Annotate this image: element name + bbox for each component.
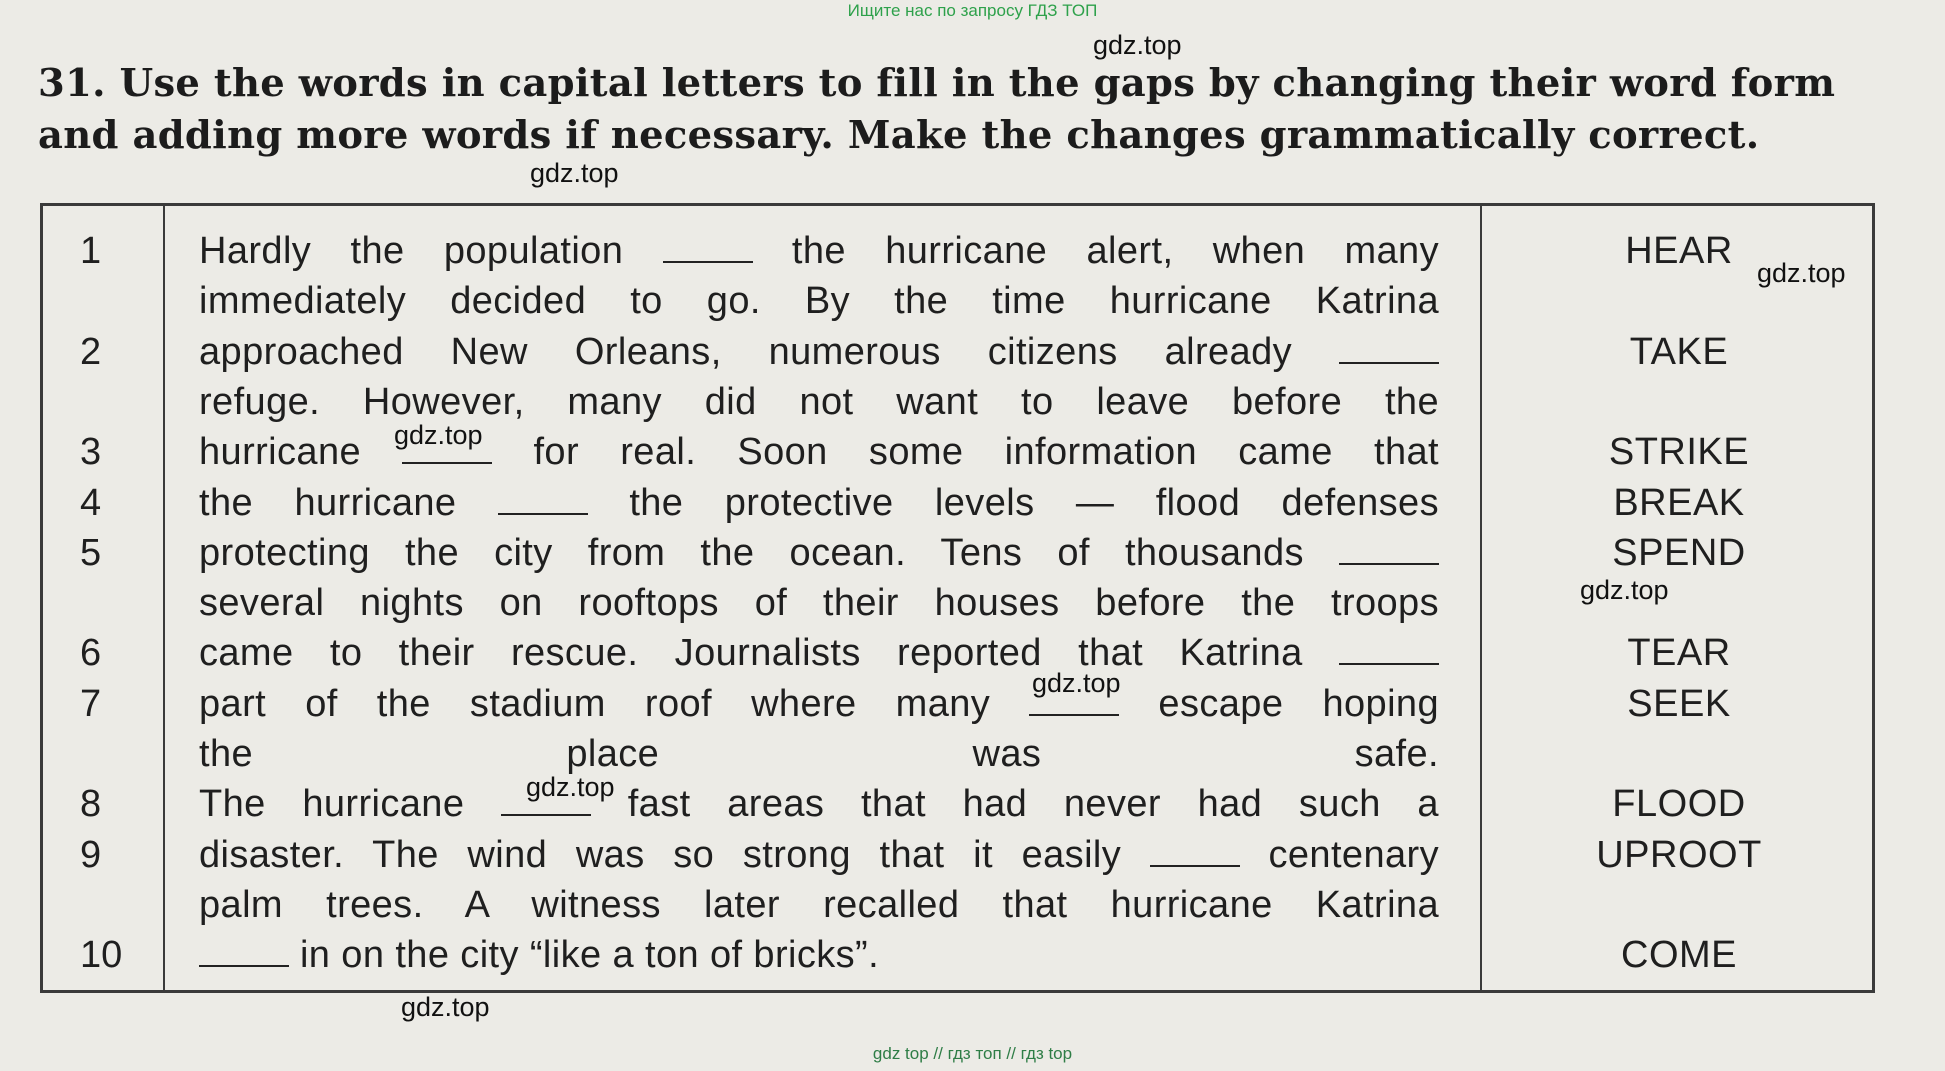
sentence-line bbox=[199, 427, 1439, 477]
table-row bbox=[43, 377, 1872, 427]
capital-word: TAKE bbox=[1629, 330, 1729, 373]
answer-gap bbox=[1339, 533, 1439, 565]
sentence-line bbox=[199, 729, 1439, 779]
sentence-line bbox=[199, 830, 1439, 880]
item-number: 8 bbox=[80, 783, 102, 826]
text-after-gap: fast areas that had never had such a bbox=[627, 783, 1439, 826]
text-before-gap: protecting the city from the ocean. Tens of thousands bbox=[199, 531, 1304, 574]
sentence-line bbox=[199, 779, 1439, 829]
table-row bbox=[43, 679, 1872, 729]
header-note: Ищите нас по запросу ГДЗ ТОП bbox=[847, 1, 1098, 20]
capital-word: STRIKE bbox=[1608, 431, 1750, 474]
text-after-gap: the protective levels — flood defenses bbox=[629, 481, 1439, 524]
answer-gap bbox=[1339, 633, 1439, 665]
task-line-2: and adding more words if necessary. Make the changes grammatically correct. bbox=[38, 113, 1760, 158]
capital-word: HEAR bbox=[1625, 230, 1733, 272]
capital-word: FLOOD bbox=[1612, 783, 1746, 826]
capital-word: TEAR bbox=[1627, 632, 1731, 675]
text-before-gap: several nights on rooftops of their houses before the troops bbox=[199, 582, 1439, 625]
watermark: gdz.top bbox=[530, 158, 619, 188]
sentence-line bbox=[199, 628, 1439, 678]
table-row bbox=[43, 276, 1872, 326]
sentence-line bbox=[199, 930, 1439, 980]
watermark: gdz.top bbox=[1093, 30, 1182, 60]
sentence-line bbox=[199, 377, 1439, 427]
text-before-gap: refuge. However, many did not want to leave before the bbox=[199, 380, 1439, 423]
capital-word: BREAK bbox=[1613, 481, 1745, 524]
item-number: 2 bbox=[80, 330, 102, 373]
table-row bbox=[43, 880, 1872, 930]
answer-gap bbox=[1150, 835, 1240, 867]
sentence-line bbox=[199, 226, 1439, 276]
table-row bbox=[43, 930, 1872, 980]
table-row bbox=[43, 779, 1872, 829]
capital-word: COME bbox=[1621, 934, 1737, 977]
item-number: 10 bbox=[80, 934, 123, 977]
table-row bbox=[43, 528, 1872, 578]
task-line-1: 31. Use the words in capital letters to fill in the gaps by changing their word form bbox=[38, 61, 1836, 106]
table-row bbox=[43, 628, 1872, 678]
text-before-gap: disaster. The wind was so strong that it easily bbox=[199, 833, 1122, 876]
table-row bbox=[43, 478, 1872, 528]
watermark: gdz.top bbox=[1757, 258, 1846, 288]
table-row bbox=[43, 327, 1872, 377]
sentence-line bbox=[199, 276, 1439, 326]
text-after-gap: in on the city “like a ton of bricks”. bbox=[299, 934, 880, 977]
footer-note: gdz top // гдз топ // гдз top bbox=[872, 1044, 1073, 1063]
answer-gap bbox=[498, 483, 588, 515]
text-before-gap: hurricane bbox=[199, 431, 362, 474]
text-after-gap: centenary bbox=[1268, 833, 1439, 876]
answer-gap bbox=[199, 935, 289, 967]
watermark: gdz.top bbox=[1580, 575, 1669, 605]
table-row bbox=[43, 729, 1872, 779]
task-instruction bbox=[38, 58, 1918, 162]
text-before-gap: Hardly the population bbox=[199, 230, 624, 272]
sentence-line bbox=[199, 478, 1439, 528]
item-number: 9 bbox=[80, 833, 102, 876]
sentence-line bbox=[199, 528, 1439, 578]
text-after-gap: escape hoping bbox=[1158, 682, 1439, 725]
watermark: gdz.top bbox=[526, 772, 615, 802]
watermark: gdz.top bbox=[394, 420, 483, 450]
item-number: 1 bbox=[80, 230, 102, 272]
table-row bbox=[43, 226, 1872, 276]
text-before-gap: came to their rescue. Journalists reported that Katrina bbox=[199, 632, 1303, 675]
text-after-gap: the hurricane alert, when many bbox=[791, 230, 1439, 272]
sentence-line bbox=[199, 327, 1439, 377]
text-before-gap: part of the stadium roof where many bbox=[199, 682, 991, 725]
table-row bbox=[43, 830, 1872, 880]
text-before-gap: the hurricane bbox=[199, 481, 457, 524]
capital-word: SPEND bbox=[1612, 531, 1746, 574]
text-before-gap: immediately decided to go. By the time hurricane Katrina bbox=[199, 280, 1439, 323]
capital-word: UPROOT bbox=[1596, 833, 1762, 876]
text-after-gap: for real. Soon some information came that bbox=[533, 431, 1439, 474]
text-before-gap: approached New Orleans, numerous citizens already bbox=[199, 330, 1293, 373]
sentence-line bbox=[199, 578, 1439, 628]
capital-word: SEEK bbox=[1627, 682, 1731, 725]
item-number: 6 bbox=[80, 632, 102, 675]
sentence-line bbox=[199, 880, 1439, 930]
item-number: 5 bbox=[80, 531, 102, 574]
text-before-gap: palm trees. A witness later recalled that hurricane Katrina bbox=[199, 883, 1439, 926]
item-number: 4 bbox=[80, 481, 102, 524]
item-number: 3 bbox=[80, 431, 102, 474]
item-number: 7 bbox=[80, 682, 102, 725]
answer-gap bbox=[663, 231, 753, 263]
text-before-gap: the place was safe. bbox=[199, 733, 1439, 775]
sentence-line bbox=[199, 679, 1439, 729]
watermark: gdz.top bbox=[1032, 668, 1121, 698]
watermark: gdz.top bbox=[401, 992, 490, 1022]
text-before-gap: The hurricane bbox=[199, 783, 465, 826]
table-row bbox=[43, 427, 1872, 477]
answer-gap bbox=[1339, 332, 1439, 364]
